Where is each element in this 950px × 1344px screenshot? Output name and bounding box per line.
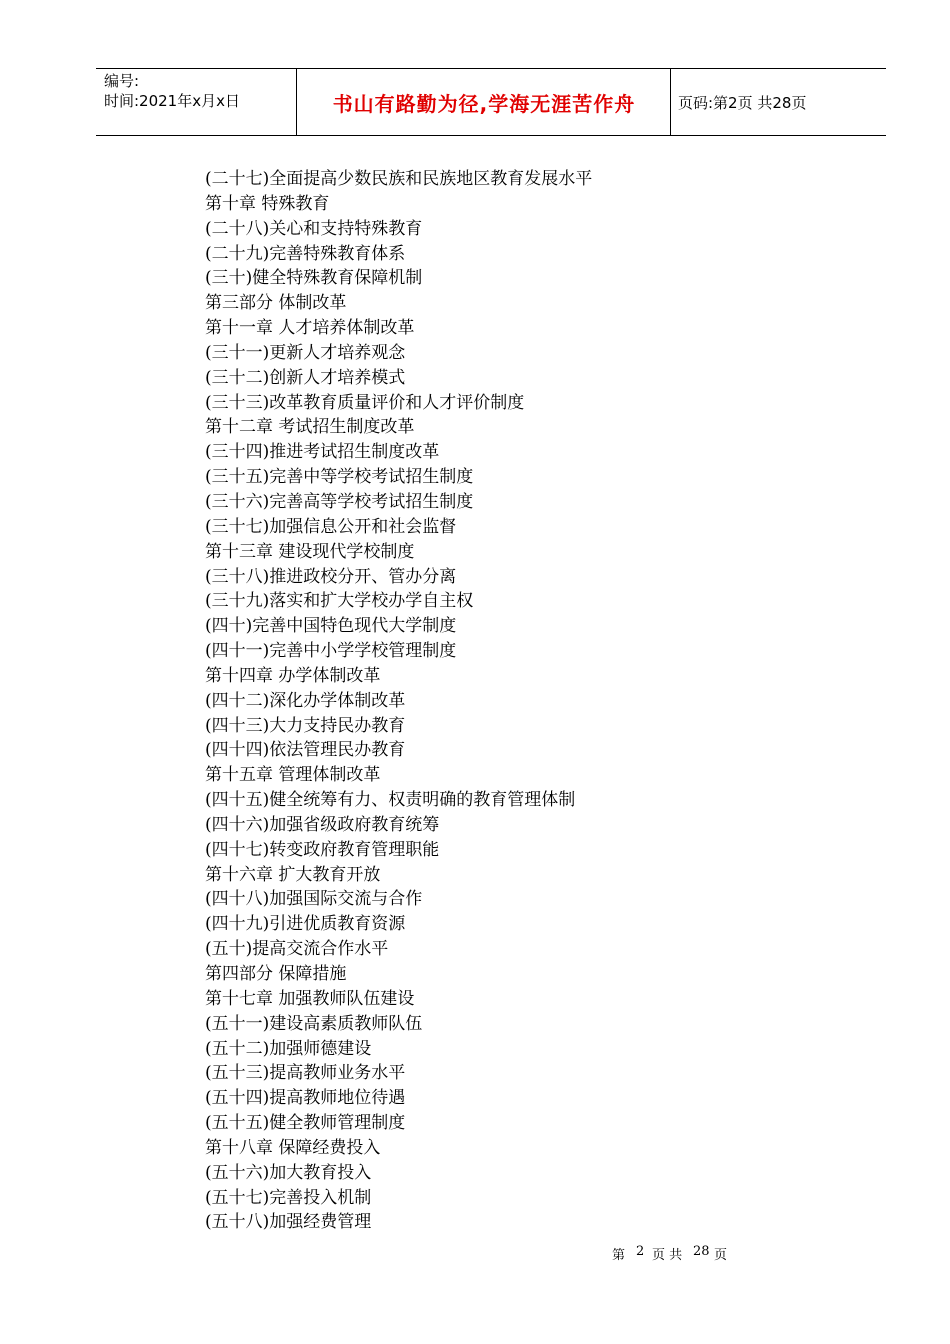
toc-section-line: (五十二)加强师德建设	[205, 1038, 372, 1059]
toc-section-line: (三十)健全特殊教育保障机制	[205, 268, 423, 289]
footer-page-num: 2	[636, 1244, 645, 1259]
toc-section-line: (四十四)依法管理民办教育	[205, 740, 406, 761]
table-of-contents	[205, 167, 765, 1235]
toc-section-line: (四十二)深化办学体制改革	[205, 690, 406, 711]
footer-total: 28	[693, 1244, 710, 1259]
toc-section-line: (五十三)提高教师业务水平	[205, 1063, 406, 1084]
toc-section-line: (四十六)加强省级政府教育统筹	[205, 814, 440, 835]
toc-section-line: (三十九)落实和扩大学校办学自主权	[205, 591, 474, 612]
toc-section-line: (五十六)加大教育投入	[205, 1162, 372, 1183]
toc-section-line: (三十六)完善高等学校考试招生制度	[205, 491, 474, 512]
toc-section-line: (三十七)加强信息公开和社会监督	[205, 516, 457, 537]
toc-section-line: (二十七)全面提高少数民族和民族地区教育发展水平	[205, 169, 593, 189]
toc-section-line: (四十)完善中国特色现代大学制度	[205, 616, 457, 637]
toc-chapter-line: 第十二章 考试招生制度改革	[205, 417, 415, 438]
toc-section-line: (四十五)健全统筹有力、权责明确的教育管理体制	[205, 790, 576, 811]
footer-page-end: 页	[714, 1248, 728, 1263]
header-page-info: 页码:第2页 共28页	[678, 93, 807, 112]
header-time-label: 时间:2021年x月x日	[104, 92, 240, 110]
toc-section-line: (三十一)更新人才培养观念	[205, 342, 406, 363]
toc-section-line: (三十四)推进考试招生制度改革	[205, 442, 440, 463]
toc-section-line: (五十八)加强经费管理	[205, 1212, 372, 1233]
footer-page-word: 第	[612, 1248, 626, 1263]
footer-page-of: 页 共	[652, 1248, 683, 1263]
toc-part-line: 第三部分 体制改革	[205, 293, 347, 314]
toc-section-line: (三十八)推进政校分开、管办分离	[205, 566, 457, 587]
toc-section-line: (三十三)改革教育质量评价和人才评价制度	[205, 392, 525, 413]
toc-section-line: (三十二)创新人才培养模式	[205, 367, 406, 388]
header-number-label: 编号:	[104, 72, 140, 90]
toc-chapter-line: 第十三章 建设现代学校制度	[205, 541, 415, 562]
toc-chapter-line: 第十四章 办学体制改革	[205, 665, 381, 686]
toc-chapter-line: 第十六章 扩大教育开放	[205, 864, 381, 885]
toc-chapter-line: 第十五章 管理体制改革	[205, 765, 381, 786]
toc-section-line: (五十七)完善投入机制	[205, 1187, 372, 1208]
toc-chapter-line: 第十章 特殊教育	[205, 193, 330, 214]
toc-section-line: (五十四)提高教师地位待遇	[205, 1088, 406, 1109]
toc-section-line: (四十七)转变政府教育管理职能	[205, 839, 440, 860]
header-divider-left	[296, 69, 297, 135]
toc-section-line: (二十九)完善特殊教育体系	[205, 243, 406, 264]
header-meta	[104, 71, 294, 111]
header-motto: 书山有路勤为径,学海无涯苦作舟	[332, 91, 636, 116]
toc-section-line: (二十八)关心和支持特殊教育	[205, 218, 423, 239]
toc-chapter-line: 第十一章 人才培养体制改革	[205, 318, 415, 339]
toc-section-line: (四十三)大力支持民办教育	[205, 715, 406, 736]
toc-chapter-line: 第十七章 加强教师队伍建设	[205, 988, 415, 1009]
page-header	[96, 68, 886, 136]
toc-section-line: (四十一)完善中小学学校管理制度	[205, 641, 457, 662]
toc-section-line: (四十九)引进优质教育资源	[205, 914, 406, 935]
toc-section-line: (五十一)建设高素质教师队伍	[205, 1013, 423, 1034]
toc-chapter-line: 第十八章 保障经费投入	[205, 1137, 381, 1158]
header-divider-right	[670, 69, 671, 135]
toc-section-line: (三十五)完善中等学校考试招生制度	[205, 467, 474, 488]
toc-part-line: 第四部分 保障措施	[205, 964, 347, 984]
toc-section-line: (五十)提高交流合作水平	[205, 939, 389, 960]
toc-section-line: (四十八)加强国际交流与合作	[205, 889, 423, 910]
toc-section-line: (五十五)健全教师管理制度	[205, 1113, 406, 1134]
page-footer	[0, 1244, 950, 1264]
